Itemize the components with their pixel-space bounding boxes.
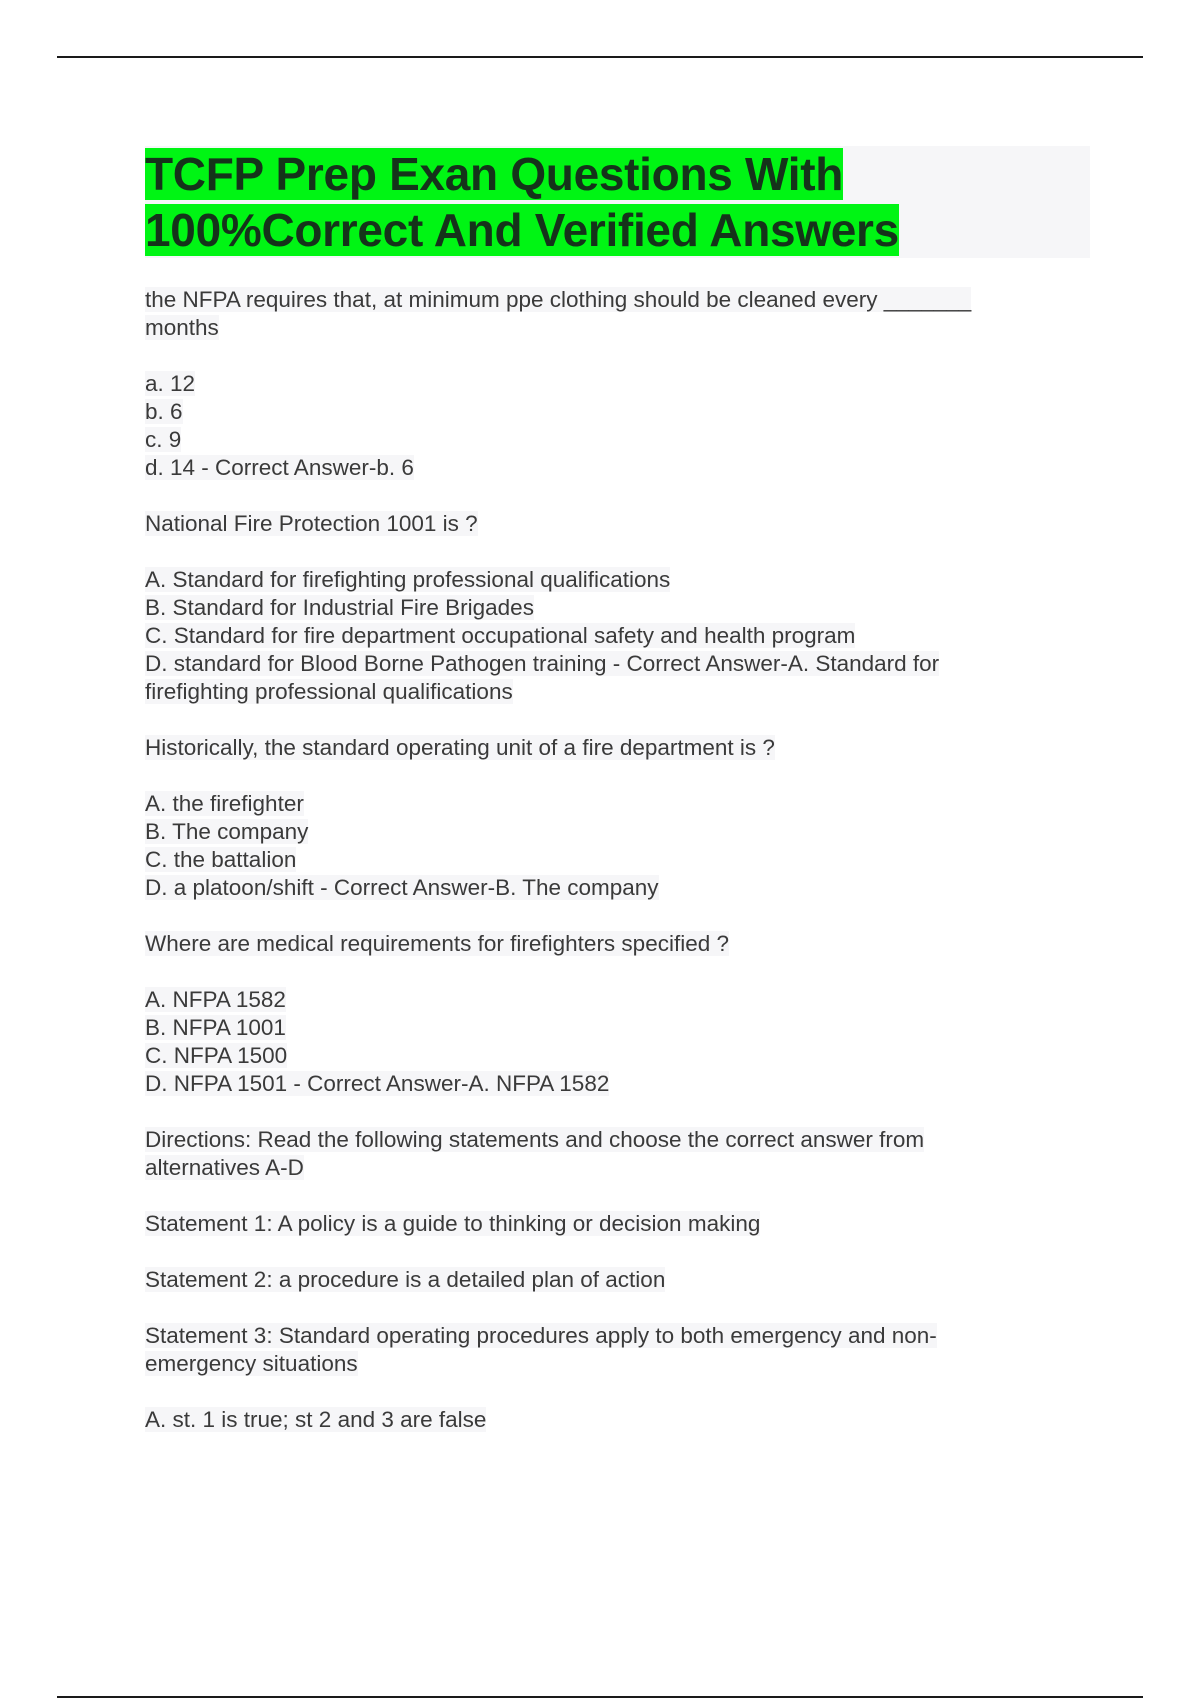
- text-line: [145, 1406, 1090, 1434]
- text-line: [145, 566, 1090, 594]
- text-line-content: Statement 3: Standard operating procedures apply to both emergency and non-: [145, 1323, 937, 1348]
- text-line: [145, 1322, 1090, 1350]
- text-line-content: Directions: Read the following statements and choose the correct answer from: [145, 1127, 925, 1152]
- text-line-content: A. st. 1 is true; st 2 and 3 are false: [145, 1407, 487, 1432]
- text-line-content: a. 12: [145, 371, 196, 396]
- text-line-content: D. standard for Blood Borne Pathogen training - Correct Answer-A. Standard for: [145, 651, 940, 676]
- text-block: [145, 986, 1090, 1098]
- text-block: [145, 370, 1090, 482]
- text-line-content: Statement 2: a procedure is a detailed plan of action: [145, 1267, 666, 1292]
- text-line: [145, 1126, 1090, 1154]
- text-block: [145, 734, 1090, 762]
- text-line: [145, 790, 1090, 818]
- text-block: [145, 510, 1090, 538]
- text-line: [145, 1014, 1090, 1042]
- text-line-content: Where are medical requirements for firefighters specified ?: [145, 931, 730, 956]
- text-block: [145, 1406, 1090, 1434]
- text-line: [145, 398, 1090, 426]
- text-line: [145, 286, 1090, 314]
- text-line-content: d. 14 - Correct Answer-b. 6: [145, 455, 414, 480]
- text-line-content: B. The company: [145, 819, 309, 844]
- text-line: [145, 650, 1090, 678]
- text-block: [145, 1210, 1090, 1238]
- text-line: [145, 510, 1090, 538]
- text-line-content: emergency situations: [145, 1351, 358, 1376]
- text-line-content: the NFPA requires that, at minimum ppe clothing should be cleaned every _______: [145, 287, 972, 312]
- text-line: [145, 426, 1090, 454]
- text-line: [145, 622, 1090, 650]
- text-line: [145, 986, 1090, 1014]
- question-blocks: [145, 286, 1090, 1434]
- text-line-content: b. 6: [145, 399, 183, 424]
- text-line: [145, 594, 1090, 622]
- text-line: [145, 370, 1090, 398]
- document-body: [145, 146, 1090, 1462]
- text-block: [145, 1322, 1090, 1378]
- text-block: [145, 566, 1090, 706]
- text-line-content: C. Standard for fire department occupational safety and health program: [145, 623, 856, 648]
- title-line-1: TCFP Prep Exan Questions With: [145, 148, 844, 200]
- text-line-content: D. a platoon/shift - Correct Answer-B. The company: [145, 875, 659, 900]
- text-line-content: Historically, the standard operating unit of a fire department is ?: [145, 735, 775, 760]
- title-box: [145, 146, 1090, 258]
- text-line-content: Statement 1: A policy is a guide to thinking or decision making: [145, 1211, 761, 1236]
- text-line-content: B. Standard for Industrial Fire Brigades: [145, 595, 534, 620]
- text-line: [145, 1154, 1090, 1182]
- text-line: [145, 314, 1090, 342]
- text-line: [145, 1266, 1090, 1294]
- text-line: [145, 874, 1090, 902]
- text-block: [145, 286, 1090, 342]
- text-line-content: firefighting professional qualifications: [145, 679, 513, 704]
- text-line-content: A. the firefighter: [145, 791, 304, 816]
- text-line: [145, 1042, 1090, 1070]
- text-line-content: D. NFPA 1501 - Correct Answer-A. NFPA 1582: [145, 1071, 610, 1096]
- text-line-content: A. NFPA 1582: [145, 987, 286, 1012]
- text-line: [145, 1070, 1090, 1098]
- text-block: [145, 930, 1090, 958]
- text-line-content: C. NFPA 1500: [145, 1043, 288, 1068]
- text-line: [145, 734, 1090, 762]
- footer-rule: [57, 1696, 1143, 1698]
- document-title: [145, 146, 1090, 258]
- title-line-2: 100%Correct And Verified Answers: [145, 204, 899, 256]
- text-line: [145, 930, 1090, 958]
- text-line-content: alternatives A-D: [145, 1155, 304, 1180]
- text-line-content: B. NFPA 1001: [145, 1015, 286, 1040]
- text-line-content: National Fire Protection 1001 is ?: [145, 511, 478, 536]
- text-line-content: C. the battalion: [145, 847, 297, 872]
- text-line: [145, 678, 1090, 706]
- text-line-content: c. 9: [145, 427, 182, 452]
- text-block: [145, 1126, 1090, 1182]
- text-line-content: months: [145, 315, 219, 340]
- text-line: [145, 1210, 1090, 1238]
- text-line: [145, 818, 1090, 846]
- text-line: [145, 846, 1090, 874]
- text-block: [145, 790, 1090, 902]
- text-line: [145, 454, 1090, 482]
- text-block: [145, 1266, 1090, 1294]
- header-rule: [57, 56, 1143, 58]
- text-line: [145, 1350, 1090, 1378]
- text-line-content: A. Standard for firefighting professional qualifications: [145, 567, 671, 592]
